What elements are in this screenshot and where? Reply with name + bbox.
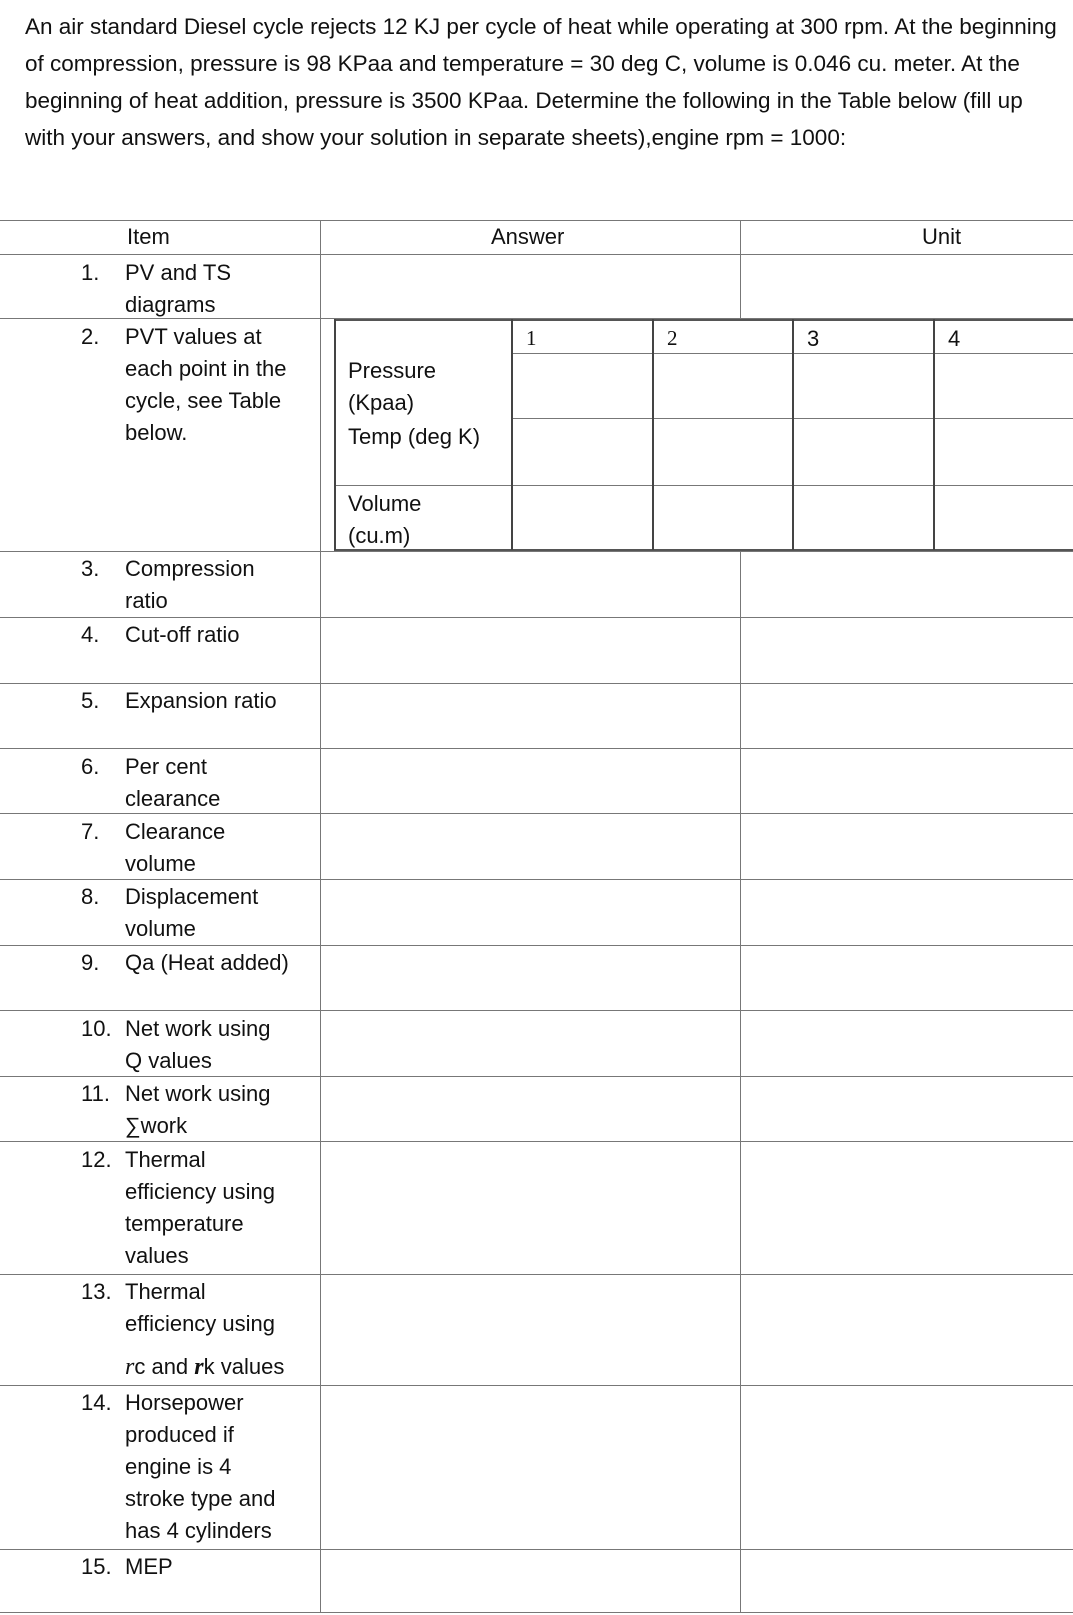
table-rule bbox=[0, 1549, 1073, 1550]
pvt-point-header: 2 bbox=[667, 326, 678, 350]
table-rule bbox=[0, 617, 1073, 618]
row-label: PVT values at bbox=[125, 324, 262, 349]
row-label: produced if bbox=[125, 1422, 234, 1447]
table-rule bbox=[0, 1010, 1073, 1011]
column-rule bbox=[740, 551, 741, 1613]
problem-statement: An air standard Diesel cycle rejects 12 KJ per cycle of heat while operating at 300 rpm. At the beginning of compression, pressure is 98 KPaa and temperature = 30 deg C, volume is 0.046 cu. meter. At the beginning of heat addition, pressure is 3500 KPaa. Determine the following in the Table below (fill up with your answers, and show your solution in separate sheets),engine rpm = 1000: bbox=[25, 14, 1057, 150]
pvt-row-label: Temp (deg K) bbox=[348, 424, 481, 449]
row-number: 4. bbox=[81, 622, 100, 647]
pvt-row-label: (cu.m) bbox=[348, 523, 411, 548]
table-rule bbox=[0, 551, 320, 552]
row-number: 3. bbox=[81, 556, 100, 581]
row-number: 13. bbox=[81, 1279, 112, 1304]
row-number: 7. bbox=[81, 819, 100, 844]
pvt-row-label: (Kpaa) bbox=[348, 390, 415, 415]
table-rule bbox=[0, 1076, 1073, 1077]
table-rule bbox=[0, 254, 1073, 255]
column-rule bbox=[740, 220, 741, 318]
row-number: 6. bbox=[81, 754, 100, 779]
row-label: Thermal bbox=[125, 1147, 206, 1172]
row-number: 5. bbox=[81, 688, 100, 713]
pvt-column-rule bbox=[792, 319, 794, 550]
row-label: ∑work bbox=[125, 1113, 188, 1138]
row-label: Net work using bbox=[125, 1016, 271, 1041]
row-label: efficiency using bbox=[125, 1311, 276, 1336]
pvt-row-label: Volume bbox=[348, 491, 422, 516]
row-label: MEP bbox=[125, 1554, 173, 1579]
pvt-rule bbox=[334, 319, 1073, 321]
rk-text: k values bbox=[203, 1354, 285, 1379]
row-label: each point in the bbox=[125, 356, 287, 381]
row-label: Q values bbox=[125, 1048, 212, 1073]
column-rule bbox=[320, 220, 321, 1613]
row-number: 15. bbox=[81, 1554, 112, 1579]
row-label: Thermal bbox=[125, 1279, 206, 1304]
row-label: has 4 cylinders bbox=[125, 1518, 272, 1543]
row-number: 8. bbox=[81, 884, 100, 909]
row-label: efficiency using bbox=[125, 1179, 276, 1204]
table-rule bbox=[320, 551, 1073, 552]
pvt-column-rule bbox=[334, 319, 336, 550]
row-label: Net work using bbox=[125, 1081, 271, 1106]
row-label: temperature bbox=[125, 1211, 244, 1236]
row-label: volume bbox=[125, 851, 196, 876]
table-rule bbox=[0, 1274, 1073, 1275]
row-number: 2. bbox=[81, 324, 100, 349]
row-label: clearance bbox=[125, 786, 221, 811]
table-rule bbox=[0, 879, 1073, 880]
row-number: 10. bbox=[81, 1016, 112, 1041]
table-rule bbox=[0, 1141, 1073, 1142]
rc-text: c and bbox=[134, 1354, 195, 1379]
row-label: ratio bbox=[125, 588, 168, 613]
pvt-column-rule bbox=[933, 319, 935, 550]
row-number: 12. bbox=[81, 1147, 112, 1172]
row-number: 1. bbox=[81, 260, 100, 285]
row-number: 11. bbox=[81, 1081, 110, 1106]
row-label: values bbox=[125, 1243, 189, 1268]
header-answer: Answer bbox=[491, 224, 565, 249]
row-label: Horsepower bbox=[125, 1390, 244, 1415]
row-label: below. bbox=[125, 420, 188, 445]
table-rule bbox=[0, 1612, 1073, 1613]
pvt-rule bbox=[334, 485, 511, 486]
pvt-point-header: 1 bbox=[526, 326, 537, 350]
row-label: Per cent bbox=[125, 754, 207, 779]
pvt-column-rule bbox=[652, 319, 654, 550]
row-label: PV and TS bbox=[125, 260, 231, 285]
row-label: engine is 4 bbox=[125, 1454, 232, 1479]
header-unit: Unit bbox=[922, 224, 962, 249]
pvt-point-header: 3 bbox=[807, 326, 820, 351]
row-label: Displacement bbox=[125, 884, 259, 909]
pvt-point-header: 4 bbox=[948, 326, 961, 351]
table-rule bbox=[0, 748, 1073, 749]
header-item: Item bbox=[127, 224, 170, 249]
row-label: cycle, see Table bbox=[125, 388, 282, 413]
row-number: 14. bbox=[81, 1390, 112, 1415]
row-number: 9. bbox=[81, 950, 100, 975]
table-rule bbox=[0, 683, 1073, 684]
table-rule bbox=[0, 945, 1073, 946]
row-label: Clearance bbox=[125, 819, 226, 844]
row-label: Expansion ratio bbox=[125, 688, 277, 713]
row-label: volume bbox=[125, 916, 196, 941]
row-label: Qa (Heat added) bbox=[125, 950, 289, 975]
row-label: stroke type and bbox=[125, 1486, 276, 1511]
rc-symbol: r bbox=[125, 1354, 135, 1380]
row-label-ratios bbox=[125, 1351, 284, 1383]
pvt-column-rule bbox=[511, 319, 513, 550]
row-label: Compression bbox=[125, 556, 255, 581]
row-label: Cut-off ratio bbox=[125, 622, 240, 647]
rk-symbol: r bbox=[194, 1354, 204, 1380]
row-label: diagrams bbox=[125, 292, 216, 317]
pvt-rule bbox=[334, 549, 1073, 551]
table-rule bbox=[0, 1385, 1073, 1386]
pvt-row-label: Pressure bbox=[348, 358, 437, 383]
